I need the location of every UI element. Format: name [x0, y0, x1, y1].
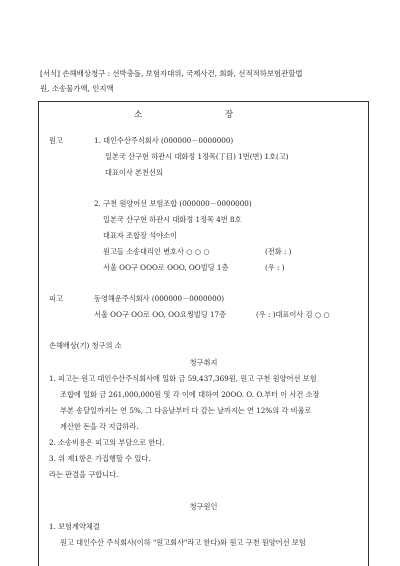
defendant-address: 서울 OO구 OO로 OO, OO요찡빌딩 17층	[94, 310, 227, 319]
claim-line: 3. 위 제1항은 가집행할 수 있다.	[49, 454, 151, 463]
cause-heading: 청구원인	[189, 502, 218, 511]
claim-line: 조합에 일화 금 261,000,000원 및 각 이에 대하여 20OO. O. O.부터 이 사건 소장	[60, 390, 320, 399]
plaintiff1-name: 1. 대인수산주식회사 (000000－0000000)	[94, 136, 234, 145]
plaintiff2-address: 일본국 산구현 하관시 대화정 1정목 4번 8호	[103, 215, 242, 224]
case-name: 손해배상(기) 청구의 소	[49, 341, 122, 350]
document-title: 소 장	[133, 110, 274, 120]
claim-line: 부본 송달일까지는 연 5%, 그 다음날부터 다 갚는 날까지는 연 12%의 각 비율로	[60, 406, 312, 415]
claim-line: 1. 피고는 원고 대인수산주식회사에 일화 금 59,437,369원, 원고 구천 원양어선 보험	[49, 374, 317, 383]
claim-line: 라는 판결을 구합니다.	[49, 470, 119, 479]
plaintiffs-counsel: 원고들 소송대리인 변호사 ○ ○ ○	[103, 247, 210, 256]
claim-heading: 청구취지	[189, 358, 218, 367]
cause-line: 원고 대인수산 주식회사(이하 "원고회사"라고 한다)와 원고 구천 원양어선 보험	[60, 538, 306, 547]
counsel-postal-code: (우 : )	[265, 263, 285, 272]
defendant-representative: (우 : )대표이사 김 ○ ○	[256, 310, 330, 319]
plaintiff2-representative: 대표자 조합장 석야소이	[103, 231, 178, 240]
defendant-name: 동영해운주식회사 (000000－0000000)	[94, 294, 225, 303]
form-header	[40, 66, 370, 96]
claim-line: 2. 소송비용은 피고의 부담으로 한다.	[49, 438, 165, 447]
counsel-telephone: (전화 : )	[265, 247, 292, 256]
complaint-document	[38, 101, 369, 566]
plaintiff-label: 원고	[49, 136, 63, 145]
claim-line: 계산한 돈을 각 지급하라.	[60, 422, 139, 431]
plaintiff2-name: 2. 구천 원양어선 보험조합 (000000－0000000)	[94, 199, 252, 208]
cause-line: 1. 보험계약체결	[49, 522, 100, 531]
plaintiff1-address: 일본국 산구현 하관시 대화정 1정목(丁目) 1번(번) 1호(고)	[105, 152, 289, 161]
form-header-line1: [서식] 손해배상청구 : 선박충돌, 보험자대위, 국제사건, 회화, 선적적하보험관할법	[40, 69, 303, 78]
form-header-line2: 원, 소송물가액, 인지액	[40, 84, 114, 93]
counsel-office-address: 서울 OO구 OOO로 OOO, OO빌딩 1층	[103, 263, 229, 272]
plaintiff1-representative: 대표이사 본천선의	[105, 168, 163, 177]
defendant-label: 피고	[49, 294, 63, 303]
